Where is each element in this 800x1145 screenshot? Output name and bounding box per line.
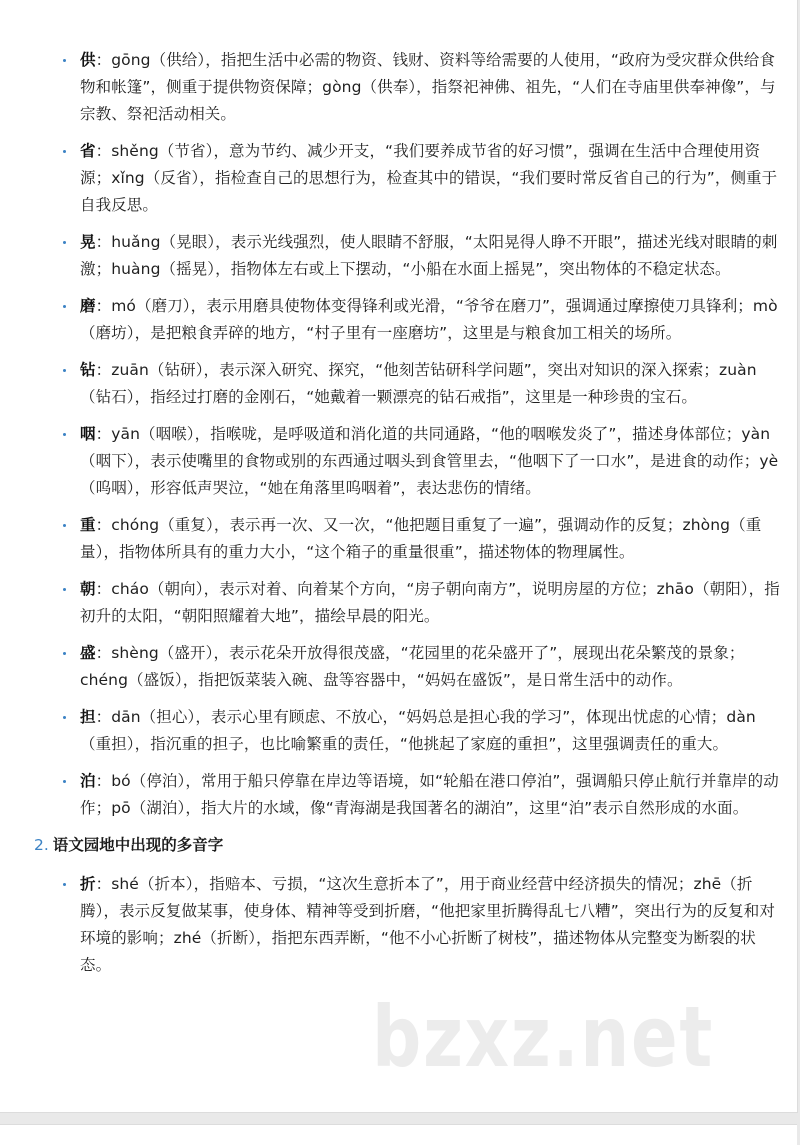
bullet-icon (63, 150, 66, 153)
item-text: ：shé（折本），指赔本、亏损，“这次生意折本了”，用于商业经营中经济损失的情况；zhē（折腾），表示反复做某事，使身体、精神等受到折磨，“他把家里折腾得乱七八糟”，突出行为的反复和对环境的影响；zhé（折断），指把东西弄断，“他不小心折断了树枝”，描述物体从完整变为断裂的状态。 (80, 875, 775, 974)
list-item-bo (60, 768, 784, 822)
list-item-zuan (60, 357, 784, 411)
item-text: ：gōng（供给），指把生活中必需的物资、钱财、资料等给需要的人使用，“政府为受灾群众供给食物和帐篷”，侧重于提供物资保障；gòng（供奉），指祭祀神佛、祖先，“人们在寺庙里供奉神像”，与宗教、祭祀活动相关。 (80, 51, 776, 123)
item-text: ：bó（停泊），常用于船只停靠在岸边等语境，如“轮船在港口停泊”，强调船只停止航行并靠岸的动作；pō（湖泊），指大片的水域，像“青海湖是我国著名的湖泊”，这里“泊”表示自然形成的水面。 (80, 772, 779, 817)
polyphone-list (60, 47, 784, 822)
item-char: 咽 (80, 425, 96, 443)
item-text: ：shěng（节省），意为节约、减少开支，“我们要养成节省的好习惯”，强调在生活中合理使用资源；xǐng（反省），指检查自己的思想行为，检查其中的错误，“我们要时常反省自己的行为”，侧重于自我反思。 (80, 142, 778, 214)
bullet-icon (63, 433, 66, 436)
item-text: ：dān（担心），表示心里有顾虑、不放心，“妈妈总是担心我的学习”，体现出忧虑的心情；dàn（重担），指沉重的担子，也比喻繁重的责任，“他挑起了家庭的重担”，这里强调责任的重大。 (80, 708, 756, 753)
bullet-icon (63, 59, 66, 62)
section-heading (34, 832, 784, 859)
item-char: 盛 (80, 644, 96, 662)
item-text: ：cháo（朝向），表示对着、向着某个方向，“房子朝向南方”，说明房屋的方位；zhāo（朝阳），指初升的太阳，“朝阳照耀着大地”，描绘早晨的阳光。 (80, 580, 780, 625)
section-number: 2. (34, 836, 49, 854)
list-item-dan (60, 704, 784, 758)
bullet-icon (63, 588, 66, 591)
item-char: 供 (80, 51, 96, 69)
item-char: 晃 (80, 233, 96, 251)
bullet-icon (63, 369, 66, 372)
item-text: ：chóng（重复），表示再一次、又一次，“他把题目重复了一遍”，强调动作的反复；zhòng（重量），指物体所具有的重力大小，“这个箱子的重量很重”，描述物体的物理属性。 (80, 516, 762, 561)
item-char: 担 (80, 708, 96, 726)
list-item-sheng (60, 138, 784, 219)
item-char: 钻 (80, 361, 96, 379)
bullet-icon (63, 524, 66, 527)
item-char: 朝 (80, 580, 96, 598)
bullet-icon (63, 305, 66, 308)
list-item-yan (60, 421, 784, 502)
item-text: ：mó（磨刀），表示用磨具使物体变得锋利或光滑，“爷爷在磨刀”，强调通过摩擦使刀具锋利；mò（磨坊），是把粮食弄碎的地方，“村子里有一座磨坊”，这里是与粮食加工相关的场所。 (80, 297, 778, 342)
list-item-zhong (60, 512, 784, 566)
list-item-mo (60, 293, 784, 347)
section-title: 语文园地中出现的多音字 (52, 836, 224, 854)
bullet-icon (63, 652, 66, 655)
bullet-icon (63, 883, 66, 886)
item-char: 重 (80, 516, 96, 534)
list-item-chao (60, 576, 784, 630)
item-char: 磨 (80, 297, 96, 315)
bullet-icon (63, 716, 66, 719)
page-content (34, 47, 784, 989)
list-item-huang (60, 229, 784, 283)
section2-list (60, 871, 784, 979)
item-char: 折 (80, 875, 96, 893)
list-item-gong (60, 47, 784, 128)
item-char: 泊 (80, 772, 96, 790)
list-item-sheng2 (60, 640, 784, 694)
item-char: 省 (80, 142, 96, 160)
item-text: ：huǎng（晃眼），表示光线强烈，使人眼睛不舒服，“太阳晃得人睁不开眼”，描述光线对眼睛的刺激；huàng（摇晃），指物体左右或上下摆动，“小船在水面上摇晃”，突出物体的不稳定状态。 (80, 233, 778, 278)
item-text: ：zuān（钻研），表示深入研究、探究，“他刻苦钻研科学问题”，突出对知识的深入探索；zuàn（钻石），指经过打磨的金刚石，“她戴着一颗漂亮的钻石戒指”，这里是一种珍贵的宝石。 (80, 361, 757, 406)
item-text: ：yān（咽喉），指喉咙，是呼吸道和消化道的共同通路，“他的咽喉发炎了”，描述身体部位；yàn（咽下），表示使嘴里的食物或别的东西通过咽头到食管里去，“他咽下了一口水”，是进食的动作；yè（呜咽），形容低声哭泣，“她在角落里呜咽着”，表达悲伤的情绪。 (80, 425, 779, 497)
bullet-icon (63, 241, 66, 244)
bullet-icon (63, 780, 66, 783)
item-text: ：shèng（盛开），表示花朵开放得很茂盛，“花园里的花朵盛开了”，展现出花朵繁茂的景象；chéng（盛饭），指把饭菜装入碗、盘等容器中，“妈妈在盛饭”，是日常生活中的动作。 (80, 644, 745, 689)
list-item-zhe (60, 871, 784, 979)
watermark: bzxz.net (372, 988, 714, 1086)
next-page-edge (0, 1124, 797, 1145)
